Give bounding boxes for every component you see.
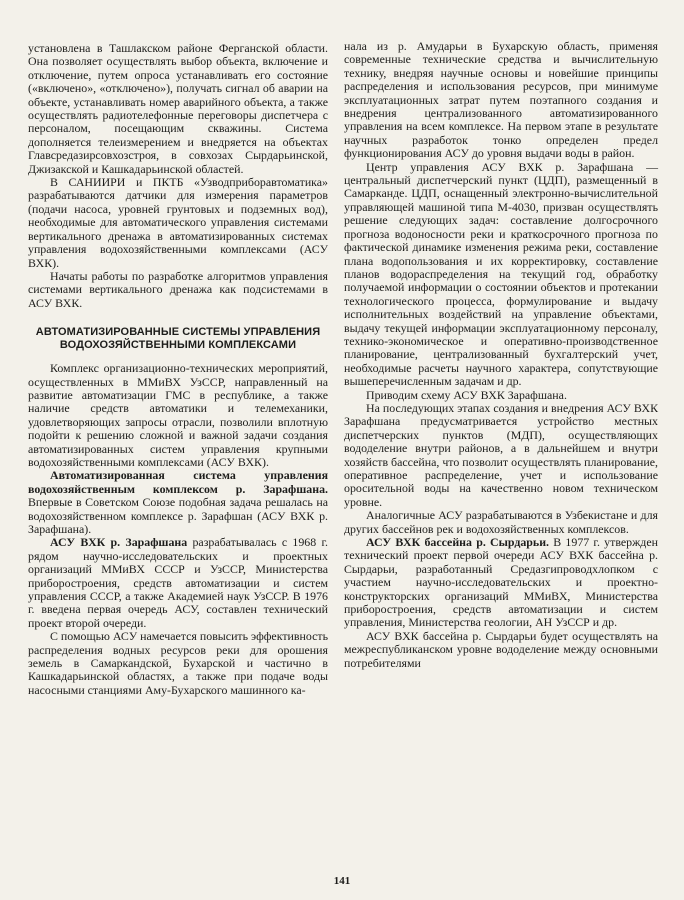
paragraph: Приводим схему АСУ ВХК Зарафшана. [366, 387, 567, 402]
paragraph: нала из р. Амударьи в Бухарскую область, применяя современные технические средства и вычислительную технику, внедряя научные основы и новейшие принципы распределения и использования ресурсов, при минимуме эксплуатационных затрат путем поэтапного создания и внедрения централизованного автоматизированного управления на всем комплексе. На первом этапе в результате научных разработок тонко определен предел функционирования АСУ до уровня выдачи воды в район. [344, 39, 658, 161]
page-number: 141 [333, 875, 351, 887]
paragraph: На последующих этапах создания и внедрения АСУ ВХК Зарафшана предусматривается устройство местных диспетчерских пунктов (МДП), осуществляющих вододеление внутри районов, а в дальнейшем и внутри хозяйств бассейна, что позволит осуществлять планирование, оперативное распределение, учет и использование оросительной воды на качественно новом техническом уровне. [344, 400, 658, 509]
paragraph-text: разрабатывалась с 1968 г. рядом научно-исследовательских и проектных организаций ММиВХ СССР и УзССР, Министерства приборостроения, средств автоматизации и систем управления СССР, а также Академией наук УзССР. В 1976 г. введена первая очередь АСУ, составлен технический проект второй очереди. [28, 535, 328, 630]
paragraph: Комплекс организационно-технических мероприятий, осуществленных в ММиВХ УзССР, направленный на развитие автоматизации ГМС в республике, а также наличие средств автоматики и телемеханики, удовлетворяющих запросы отрасли, позволили вплотную подойти к решению сложной и важной задачи создания автоматизированных систем управления крупными водохозяйственными комплексами (АСУ ВХК). [28, 361, 328, 469]
paragraph: С помощью АСУ намечается повысить эффективность распределения водных ресурсов реки для орошения земель в Самаркандской, Бухарской и частично в Кашкадарьинской областях, а также при подаче воды насосными станциями Аму-Бухарского машинного ка- [28, 629, 328, 697]
subsection-title: АСУ ВХК р. Зарафшана [50, 535, 188, 550]
paragraph [28, 536, 328, 630]
paragraph: Центр управления АСУ ВХК р. Зарафшана — центральный диспетчерский пункт (ЦДП), размещенный в Самарканде. ЦДП, оснащенный электронно-вычислительной управляющей машиной типа М-4030, призван осуществлять решение следующих задач: составление долгосрочного прогноза водоносности реки и краткосрочного прогноза по фактической динамике изменения режима реки, составление плана водопользования и их корректировку, составление планов водораспределения на текущий год, обработку получаемой информации о состоянии объектов и протекании технологического процесса, формулирование и выдачу исполнительных воздействий на управление объектами, выдачу текущей информации эксплуатационному персоналу, технико-экономическое и оперативно-производственное планирование, централизованный бухгалтерский учет, необходимые расчеты научного характера, сопутствующие вышеперечисленным задачам и др. [344, 159, 658, 389]
section-heading: АВТОМАТИЗИРОВАННЫЕ СИСТЕМЫ УПРАВЛЕНИЯ ВОДОХОЗЯЙСТВЕННЫМИ КОМПЛЕКСАМИ [35, 326, 321, 352]
paragraph [344, 536, 658, 630]
paragraph-text: В 1977 г. утвержден технический проект первой очереди АСУ ВХК бассейна р. Сырдарьи, разработанный Средазгипроводхлопком с участием научно-исследовательских и проектно-конструкторских организаций ММиВХ, Министерства приборостроения, средств автоматизации и систем управления, Министерства геологии, АН УзССР и др. [344, 535, 658, 630]
paragraph: АСУ ВХК бассейна р. Сырдарьи будет осуществлять на межреспубликанском уровне вододеление между основными потребителями [344, 628, 658, 670]
left-column [28, 42, 328, 697]
paragraph: В САНИИРИ и ПКТБ «Узводприборавтоматика» разрабатываются датчики для измерения параметров (подачи насоса, уровней грунтовых и подземных вод), необходимые для автоматического управления системами вертикального дренажа в автоматизированных системах управления водохозяйственными комплексами (АСУ ВХК). [28, 175, 328, 270]
paragraph: Начаты работы по разработке алгоритмов управления системами вертикального дренажа как подсистемами в АСУ ВХК. [28, 268, 328, 310]
subsection-title: Автоматизированная система управления водохозяйственным комплексом р. Зарафшана. [28, 468, 328, 496]
right-column [344, 40, 658, 670]
paragraph: Аналогичные АСУ разрабатываются в Узбекистане и для других бассейнов рек и водохозяйственных комплексов. [344, 508, 658, 536]
paragraph-text: Впервые в Советском Союзе подобная задача решалась на водохозяйственном комплексе р. Зарафшан (АСУ ВХК р. Зарафшана). [28, 495, 328, 536]
paragraph: установлена в Ташлакском районе Ферганской области. Она позволяет осуществлять выбор объекта, включение и отключение, путем опроса устанавливать его состояние («включено», «отключено»), получать сигнал об аварии на объекте, устанавливать номер аварийного объекта, а также осуществлять радиотелефонные переговоры диспетчера с персоналом, посещающим скважины. Система дополняется телеизмерением и внедряется на объектах Главсредазирсовхозстроя, в совхозах Сырдарьинской, Джизакской и Кашкадарьинской областей. [28, 41, 328, 176]
subsection-title: АСУ ВХК бассейна р. Сырдарьи. [366, 535, 550, 550]
paragraph [28, 469, 328, 536]
